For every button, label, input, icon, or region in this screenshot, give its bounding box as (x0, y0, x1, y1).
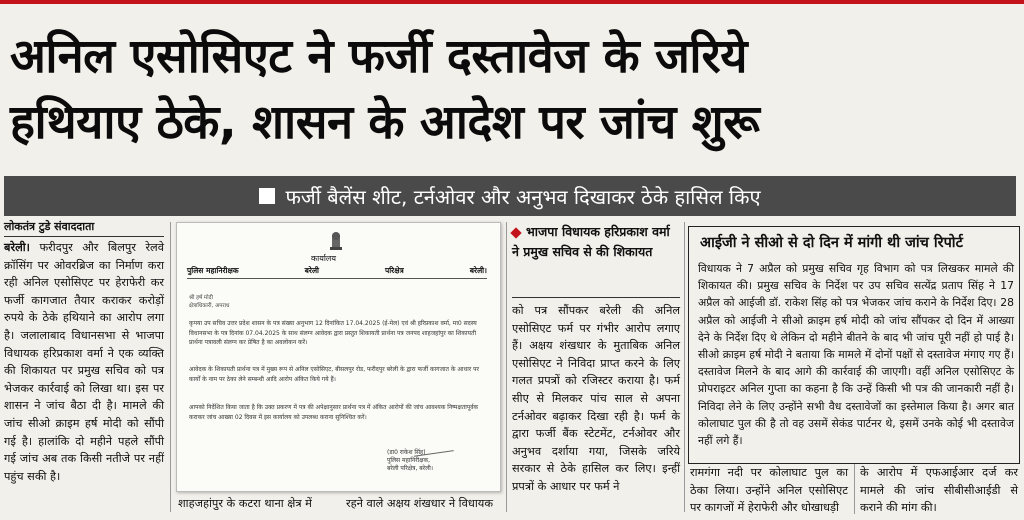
highlight-box-text: विधायक ने 7 अप्रैल को प्रमुख सचिव गृह विभाग को पत्र लिखकर मामले की शिकायत की। प्रमुख सचिव के निर्देश पर उप सचिव सत्येंद्र प्रताप सिंह ने 17 अप्रैल को आईजी डॉ. राकेश सिंह को पत्र भेजकर जांच कराने के निर्देश दिए। 28 अप्रैल को आईजी ने सीओ क्राइम हर्ष मोदी को जांच सौंपकर दो दिन में आख्या देने के निर्देश दिए थे लेकिन दो महीने बीतने के बाद भी जांच पूरी नहीं हो पाई है। सीओ क्राइम हर्ष मोदी ने बताया कि मामले में दोनों पक्षों से दस्तावेज मंगाए गए हैं। दस्तावेज मिलने के बाद आगे की कार्रवाई की जाएगी। वहीं अनिल एसोसिएट के प्रोपराइटर अनिल गुप्ता का कहना है कि उन्हें किसी भी पत्र की जानकारी नहीं है। निविदा लेने के लिए उन्होंने सभी वैध दस्तावेजों का इस्तेमाल किया है। अगर बात कोलाघाट पुल की है तो वह उसमें सेकंड पार्टनर थे, इसमें उनके कोई भी दस्तावेज नहीं लगे हैं। (698, 262, 1014, 448)
pull-quote (512, 222, 680, 262)
letter-header-mid2: परिक्षेत्र (384, 266, 404, 275)
headline-line-1: अनिल एसोसिएट ने फर्जी दस्तावेज के जरिये (10, 29, 747, 84)
headline-line-2: हथियाए ठेके, शासन के आदेश पर जांच शुरू (10, 95, 760, 150)
diamond-bullet-icon (510, 227, 521, 238)
letter-header-left: पुलिस महानिरीक्षक (187, 266, 239, 275)
letter-paragraph-1: कृपया उप सचिव उत्तर प्रदेश शासन के पत्र संख्या अनुभाग 12 दिनांकित 17.04.2025 (ई-मेल) एवं श्री हरिप्रकाश वर्मा, मा0 सदस्य विधानसभा के पत्र दिनांक 07.04.2025 के साथ संलग्न आवेदक द्वारा प्रस्तुत शिकायती प्रार्थना पत्र जनपद शाहजहांपुर का शिकायती प्रार्थना पत्रावली संलग्न कर प्रेषित है का अवलोकन करें। (189, 320, 477, 346)
square-bullet-icon (259, 188, 275, 204)
column-divider (506, 222, 507, 512)
letter-paragraph-3: आपको निर्देशित किया जाता है कि उक्त प्रकरण में पत्र की अपेक्षानुसार प्रार्थना पत्र में अंकित आरोपों की जांच आवश्यक निष्पक्षतापूर्वक कराकर जांच आख्या 02 दिवस में इस कार्यालय को उपलब्ध कराना सुनिश्चित करें। (189, 404, 479, 421)
letter-addressee-1: श्री हर्ष मोदी (189, 295, 213, 301)
article-column-3: को पत्र सौंपकर बरेली की अनिल एसोसिएट फर्म पर गंभीर आरोप लगाए हैं। अक्षय शंखधार के मुताबिक अनिल एसोसिएट ने निविदा प्राप्त करने के लिए गलत प्रपत्रों को रजिस्टर कराया है। फर्म सीए से मिलकर पांच साल से अपना टर्नओवर बढ़ाकर दिखा रही है। फर्म के द्वारा फर्जी बैंक स्टेटमेंट, टर्नओवर और अनुभव दर्शाया गया, जिसके जरिये सरकार से ठेके हासिल कर लिए। इन्हीं प्रपत्रों के आधार पर फर्म ने (512, 304, 680, 493)
letter-office-label: कार्यालय (311, 254, 336, 263)
byline: लोकतंत्र टुडे संवाददाता (4, 220, 95, 233)
letter-header-mid1: बरेली (304, 266, 319, 275)
letter-paragraph-2: आवेदक के शिकायती प्रार्थना पत्र में मुख्य रूप से अनिल एसोसिएट, बीसलपुर रोड, फरीदपुर बरेली के द्वारा फर्जी कागजात के आधार पर कार्यों के नाम पर ठेका लेने सम्बन्धी आदि आरोप अंकित किये गये हैं। (189, 366, 479, 383)
dateline: बरेली। (4, 241, 30, 254)
highlight-box-title: आईजी ने सीओ से दो दिन में मांगी थी जांच रिपोर्ट (700, 235, 963, 251)
signature-title-1: पुलिस महानिरीक्षक, (387, 457, 431, 464)
letter-signature (387, 449, 433, 473)
subheadline-bar (4, 176, 1016, 216)
headline (10, 24, 1014, 156)
article-column-4a: रामगंगा नदी पर कोलाघाट पुल का ठेका लिया। उन्होंने अनिल एसोसिएट पर कागजों में हेराफेरी और धोखाधड़ी (690, 466, 848, 515)
column-2-text-right: रहने वाले अक्षय शंखधार ने विधायक (346, 497, 493, 510)
column-1-text: फरीदपुर और बिलपुर रेलवे क्रॉसिंग पर ओवरब्रिज का निर्माण करा रही अनिल एसोसिएट पर हेराफेरी कर फर्जी कागजात तैयार कराकर करोड़ों रुपये के ठेके हथियाने का आरोप लगा है। जलालाबाद विधानसभा से भाजपा विधायक हरिप्रकाश वर्मा ने एक व्यक्ति की शिकायत पर प्रमुख सचिव को पत्र भेजकर कार्रवाई को लिखा था। इस पर शासन ने जांच बैठा दी है। मामले की जांच सीओ क्राइम हर्ष मोदी को सौंपी गई है। हालांकि दो महीने पहले सौंपी गई जांच अब तक किसी नतीजे पर नहीं पहुंच सकी है। (4, 241, 164, 483)
column-divider (170, 222, 171, 512)
column-2-text-left: शाहजहांपुर के कटरा थाना क्षेत्र में (178, 497, 312, 510)
column-divider (854, 464, 855, 514)
emblem-icon (325, 231, 347, 253)
column-divider (684, 222, 685, 512)
article-column-4b: के आरोप में एफआईआर दर्ज कर मामले की जांच सीबीसीआईडी से कराने की मांग की। (860, 466, 1018, 515)
signature-name: (डा0 राकेश सिंह) (387, 449, 426, 456)
letter-header-rule (187, 278, 487, 279)
pull-quote-text: भाजपा विधायक हरिप्रकाश वर्मा ने प्रमुख सचिव से की शिकायत (512, 224, 670, 259)
pull-quote-divider (512, 297, 680, 298)
scanned-letter-image (176, 222, 501, 492)
letter-header-right: बरेली। (469, 266, 487, 275)
letter-addressee-2: क्षेत्राधिकारी, अपराध (189, 303, 230, 309)
subheadline: फर्जी बैलेंस शीट, टर्नओवर और अनुभव दिखाकर ठेके हासिल किए (285, 184, 761, 209)
signature-title-2: बरेली परिक्षेत्र, बरेली। (387, 465, 434, 472)
byline-divider (4, 236, 164, 237)
letter-header (187, 266, 487, 276)
article-column-1 (4, 239, 164, 485)
top-border (0, 0, 1024, 4)
